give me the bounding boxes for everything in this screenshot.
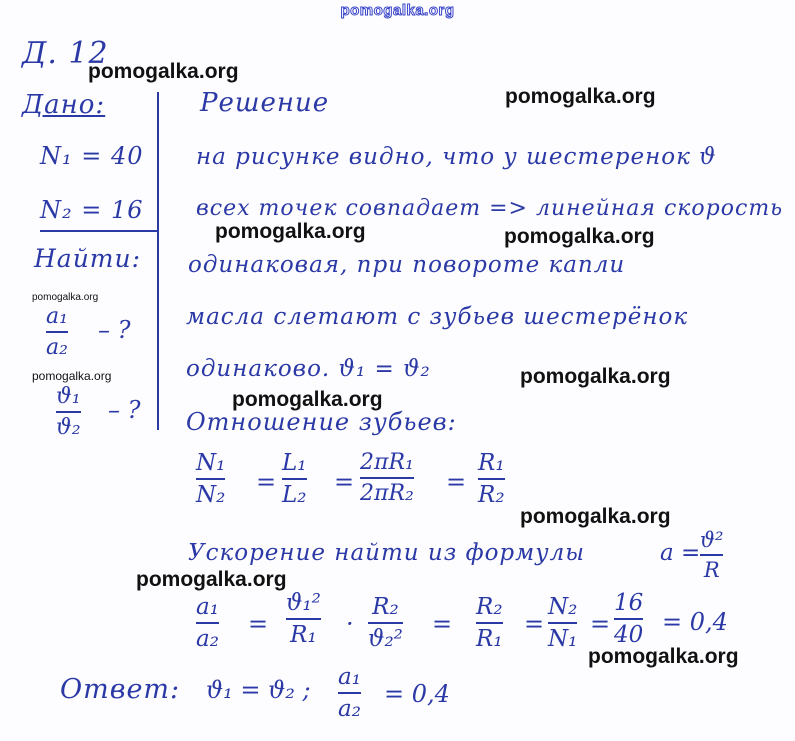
find-speed-fraction [56, 384, 81, 440]
eq1-f1-num: N₁ [196, 450, 226, 476]
fraction-bar [286, 618, 321, 620]
eq2-f5-den: N₁ [548, 626, 578, 652]
fraction-bar [360, 477, 414, 479]
given-separator [40, 230, 158, 232]
formula-num: ϑ² [700, 528, 724, 552]
given-divider [157, 92, 159, 430]
fraction-bar [196, 478, 225, 480]
formula-fraction [700, 528, 723, 582]
eq1-f3-den: 2πR₂ [360, 481, 414, 506]
fraction-bar [368, 622, 403, 624]
eq1-fraction-2 [282, 450, 307, 508]
eq2-f6-num: 16 [614, 590, 644, 616]
eq2-f1-num: a₁ [196, 594, 219, 620]
fraction-bar [46, 331, 68, 333]
given-n2: N₂ = 16 [40, 196, 144, 224]
watermark: pomogalka.org [232, 388, 383, 411]
watermark: pomogalka.org [136, 568, 287, 591]
find-accel-question: – ? [98, 316, 131, 344]
formula-lhs: a = [660, 540, 701, 566]
solution-line-1: на рисунке видно, что у шестеренок ϑ [196, 144, 717, 170]
watermark: pomogalka.org [520, 505, 671, 528]
watermark: pomogalka.org [32, 292, 99, 303]
eq1-fraction-1 [196, 450, 225, 508]
eq1-f2-num: L₁ [282, 450, 307, 476]
eq2-fraction-1 [196, 594, 219, 652]
eq1-f2-den: L₂ [282, 482, 307, 508]
formula-den: R [703, 558, 720, 582]
eq2-f1-den: a₂ [196, 626, 219, 652]
watermark: pomogalka.org [588, 645, 739, 668]
answer-fraction [338, 664, 361, 722]
eq2-fraction-3 [368, 594, 403, 652]
eq1-f3-num: 2πR₁ [360, 450, 414, 475]
eq2-f2-den: R₁ [290, 622, 317, 648]
eq2-f6-den: 40 [614, 622, 644, 648]
solution-line-5: одинаково. ϑ₁ = ϑ₂ [186, 356, 431, 382]
eq1-fraction-3 [360, 450, 414, 506]
find-speed-question: – ? [108, 396, 141, 424]
find-speed-den: ϑ₂ [56, 415, 81, 440]
watermark: pomogalka.org [215, 220, 366, 243]
eq2-f3-num: R₂ [372, 594, 399, 620]
solution-line-2: всех точек совпадает => линейная скорость [196, 196, 784, 221]
watermark: pomogalka.org [504, 225, 655, 248]
eq2-f4-den: R₁ [476, 626, 503, 652]
watermark: pomogalka.org [520, 365, 671, 388]
eq2-f3-den: ϑ₂² [368, 626, 403, 652]
watermark: pomogalka.org [88, 60, 239, 83]
answer-result: = 0,4 [384, 680, 450, 708]
problem-number: Д. 12 [22, 36, 109, 71]
eq2-op-5: = [590, 610, 611, 638]
eq2-f5-num: N₂ [548, 594, 578, 620]
fraction-bar [548, 622, 577, 624]
fraction-bar [700, 554, 723, 556]
find-accel-num: a₁ [46, 304, 68, 329]
eq2-op-4: = [524, 610, 545, 638]
eq2-op-3: = [432, 610, 453, 638]
fraction-bar [476, 622, 503, 624]
eq2-fraction-5 [548, 594, 577, 652]
eq1-op-3: = [446, 468, 467, 496]
solution-title: Решение [200, 88, 330, 118]
eq1-f1-den: N₂ [196, 482, 226, 508]
find-speed-num: ϑ₁ [56, 384, 81, 409]
eq1-f4-num: R₁ [478, 450, 505, 476]
fraction-bar [614, 618, 643, 620]
eq2-f2-num: ϑ₁² [286, 590, 321, 616]
eq2-fraction-2 [286, 590, 321, 648]
solution-line-3: одинаковая, при повороте капли [188, 252, 626, 278]
solution-line-7: Ускорение найти из формулы [188, 540, 585, 566]
find-accel-fraction [46, 304, 68, 360]
answer-den: a₂ [338, 696, 361, 722]
eq1-f4-den: R₂ [478, 482, 505, 508]
given-n1: N₁ = 40 [40, 142, 144, 170]
given-title: Дано: [22, 90, 106, 120]
watermark: pomogalka.org [505, 85, 656, 108]
watermark-top: pomogalka.org [340, 2, 455, 19]
eq1-op-2: = [334, 468, 355, 496]
eq2-fraction-4 [476, 594, 503, 652]
eq2-fraction-6 [614, 590, 643, 648]
eq2-op-2: · [346, 610, 354, 638]
watermark: pomogalka.org [32, 369, 112, 383]
answer-label: Ответ: [60, 674, 181, 705]
eq1-op-1: = [256, 468, 277, 496]
eq2-result: = 0,4 [662, 608, 728, 636]
fraction-bar [196, 622, 219, 624]
eq1-fraction-4 [478, 450, 505, 508]
answer-speed: ϑ₁ = ϑ₂ ; [206, 676, 311, 704]
find-accel-den: a₂ [46, 335, 68, 360]
solution-line-4: масла слетают с зубьев шестерёнок [186, 304, 689, 330]
eq2-op-1: = [248, 610, 269, 638]
find-title: Найти: [34, 244, 142, 273]
fraction-bar [478, 478, 505, 480]
answer-num: a₁ [338, 664, 361, 690]
solution-line-6: Отношение зубьев: [186, 408, 457, 436]
fraction-bar [282, 478, 307, 480]
eq2-f4-num: R₂ [476, 594, 503, 620]
fraction-bar [56, 411, 81, 413]
fraction-bar [338, 692, 361, 694]
